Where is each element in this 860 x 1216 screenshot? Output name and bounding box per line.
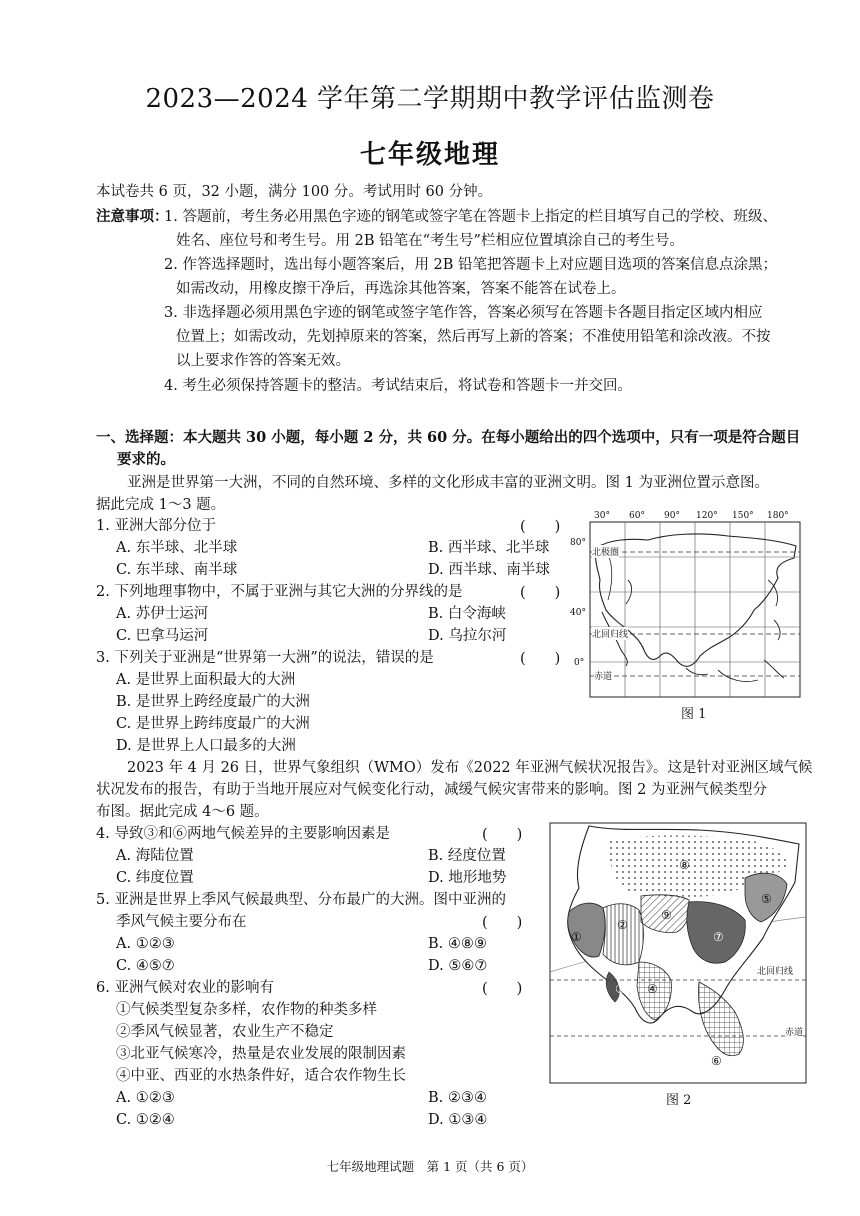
statement-1: ①气候类型复杂多样，农作物的种类多样: [116, 1002, 377, 1018]
exam-intro: 本试卷共 6 页，32 小题，满分 100 分。考试用时 60 分钟。: [96, 184, 493, 200]
option-d: D. 乌拉尔河: [428, 628, 507, 644]
option-a: A. ①②③: [116, 936, 175, 952]
option-b: B. 是世界上跨经度最广的大洲: [116, 694, 310, 710]
question-5-cont: 季风气候主要分布在: [116, 914, 247, 930]
passage-2: 2023 年 4 月 26 日，世界气象组织（WMO）发布《2022 年亚洲气候状况报告》。这是针对亚洲区域气候: [127, 760, 813, 776]
lat-label: 80°: [570, 538, 586, 548]
region-7-label: ⑦: [713, 930, 724, 944]
passage-2-cont: 布图。据此完成 4～6 题。: [96, 804, 269, 820]
answer-blank: ( ): [482, 915, 523, 931]
option-c: C. 东半球、南半球: [116, 562, 238, 578]
equator-label: 赤道: [785, 1025, 803, 1038]
lon-label: 120°: [696, 511, 718, 521]
region-5-label: ⑤: [761, 892, 772, 906]
lon-label: 60°: [629, 511, 645, 521]
notice-line: 以上要求作答的答案无效。: [176, 353, 350, 369]
option-c: C. 巴拿马运河: [116, 628, 209, 644]
option-d: D. 西半球、南半球: [428, 562, 550, 578]
option-c: C. ④⑤⑦: [116, 958, 175, 974]
notice-label: 注意事项：: [96, 208, 169, 225]
question-3: 3. 下列关于亚洲是“世界第一大洲”的说法，错误的是: [96, 650, 434, 666]
figure-2-caption: 图 2: [666, 1093, 692, 1108]
option-a: A. ①②③: [116, 1090, 175, 1106]
statement-3: ③北亚气候寒冷，热量是农业发展的限制因素: [116, 1046, 406, 1062]
option-d: D. 地形地势: [428, 870, 507, 886]
statement-2: ②季风气候显著，农业生产不稳定: [116, 1024, 334, 1040]
option-d: D. 是世界上人口最多的大洲: [116, 738, 296, 754]
figure-1-asia-location-map: [568, 510, 808, 702]
passage-1-cont: 据此完成 1～3 题。: [96, 497, 226, 513]
notice-line: 4. 考生必须保持答题卡的整洁。考试结束后，将试卷和答题卡一并交回。: [164, 378, 632, 394]
answer-blank: ( ): [520, 585, 561, 601]
notice-line: 3. 非选择题必须用黑色字迹的钢笔或签字笔作答，答案必须写在答题卡各题目指定区域内相应: [164, 305, 763, 321]
passage-2-cont: 状况发布的报告，有助于当地开展应对气候变化行动，减缓气候灾害带来的影响。图 2 为亚洲气候类型分: [96, 782, 767, 798]
notice-line: 如需改动，用橡皮擦干净后，再选涂其他答案，答案不能答在试卷上。: [176, 281, 626, 297]
question-2: 2. 下列地理事物中，不属于亚洲与其它大洲的分界线的是: [96, 584, 463, 600]
region-9-label: ⑨: [661, 908, 672, 922]
passage-1: 亚洲是世界第一大洲，不同的自然环境、多样的文化形成丰富的亚洲文明。图 1 为亚洲位置示意图。: [127, 475, 769, 491]
lat-label: 40°: [570, 608, 586, 618]
section-heading: 一、选择题：本大题共 30 小题，每小题 2 分，共 60 分。在每小题给出的四个选项中，只有一项是符合题目: [96, 429, 801, 446]
option-b: B. 白令海峡: [428, 606, 506, 622]
lat-label: 0°: [574, 658, 585, 668]
lon-label: 180°: [767, 511, 789, 521]
statement-4: ④中亚、西亚的水热条件好，适合农作物生长: [116, 1068, 406, 1084]
question-1: 1. 亚洲大部分位于: [96, 518, 216, 534]
notice-line: 姓名、座位号和考生号。用 2B 铅笔在“考生号”栏相应位置填涂自己的考生号。: [176, 233, 684, 249]
notice-line: 2. 作答选择题时，选出每小题答案后，用 2B 铅笔把答题卡上对应题目选项的答案信息点涂黑；: [164, 257, 778, 273]
asia-climate-map: [549, 822, 807, 1084]
page-footer: 七年级地理试题 第 1 页（共 6 页）: [326, 1159, 534, 1174]
option-c: C. 纬度位置: [116, 870, 194, 886]
section-heading-cont: 要求的。: [117, 451, 175, 468]
option-d: D. ①③④: [428, 1112, 488, 1128]
arctic-circle-label: 北极圈: [592, 545, 619, 558]
equator-label: 赤道: [594, 669, 612, 682]
figure-2-asia-climate-map: [549, 822, 807, 1084]
question-6: 6. 亚洲气候对农业的影响有: [96, 980, 274, 996]
lon-label: 150°: [732, 511, 754, 521]
question-4: 4. 导致③和⑥两地气候差异的主要影响因素是: [96, 826, 390, 842]
option-c: C. 是世界上跨纬度最广的大洲: [116, 716, 310, 732]
page-title: 2023—2024 学年第二学期期中教学评估监测卷: [145, 84, 715, 114]
option-b: B. ④⑧⑨: [428, 936, 487, 952]
notice-line: 位置上；如需改动，先划掉原来的答案，然后再写上新的答案；不准使用铅笔和涂改液。不按: [176, 329, 771, 345]
answer-blank: ( ): [482, 827, 523, 843]
lon-label: 90°: [664, 511, 680, 521]
page-subtitle: 七年级地理: [359, 140, 500, 170]
tropic-of-cancer-label: 北回归线: [592, 627, 628, 640]
region-6-label: ⑥: [711, 1054, 722, 1068]
figure-1-caption: 图 1: [681, 707, 707, 722]
option-a: A. 苏伊士运河: [116, 606, 209, 622]
region-1-label: ①: [571, 930, 582, 944]
region-8-label: ⑧: [679, 858, 690, 872]
option-a: A. 东半球、北半球: [116, 540, 238, 556]
option-c: C. ①②④: [116, 1112, 175, 1128]
lon-label: 30°: [594, 511, 610, 521]
option-d: D. ⑤⑥⑦: [428, 958, 488, 974]
option-a: A. 是世界上面积最大的大洲: [116, 672, 296, 688]
region-2-label: ②: [617, 918, 628, 932]
tropic-of-cancer-label: 北回归线: [757, 964, 793, 977]
answer-blank: ( ): [520, 519, 561, 535]
answer-blank: ( ): [520, 651, 561, 667]
option-a: A. 海陆位置: [116, 848, 194, 864]
option-b: B. ②③④: [428, 1090, 487, 1106]
answer-blank: ( ): [482, 981, 523, 997]
option-b: B. 西半球、北半球: [428, 540, 550, 556]
notice-line: 1. 答题前，考生务必用黑色字迹的钢笔或签字笔在答题卡上指定的栏目填写自己的学校、班级、: [164, 209, 777, 225]
question-5: 5. 亚洲是世界上季风气候最典型、分布最广的大洲。图中亚洲的: [96, 892, 506, 908]
region-3-label: ③: [615, 982, 626, 996]
region-4-label: ④: [647, 982, 658, 996]
option-b: B. 经度位置: [428, 848, 506, 864]
